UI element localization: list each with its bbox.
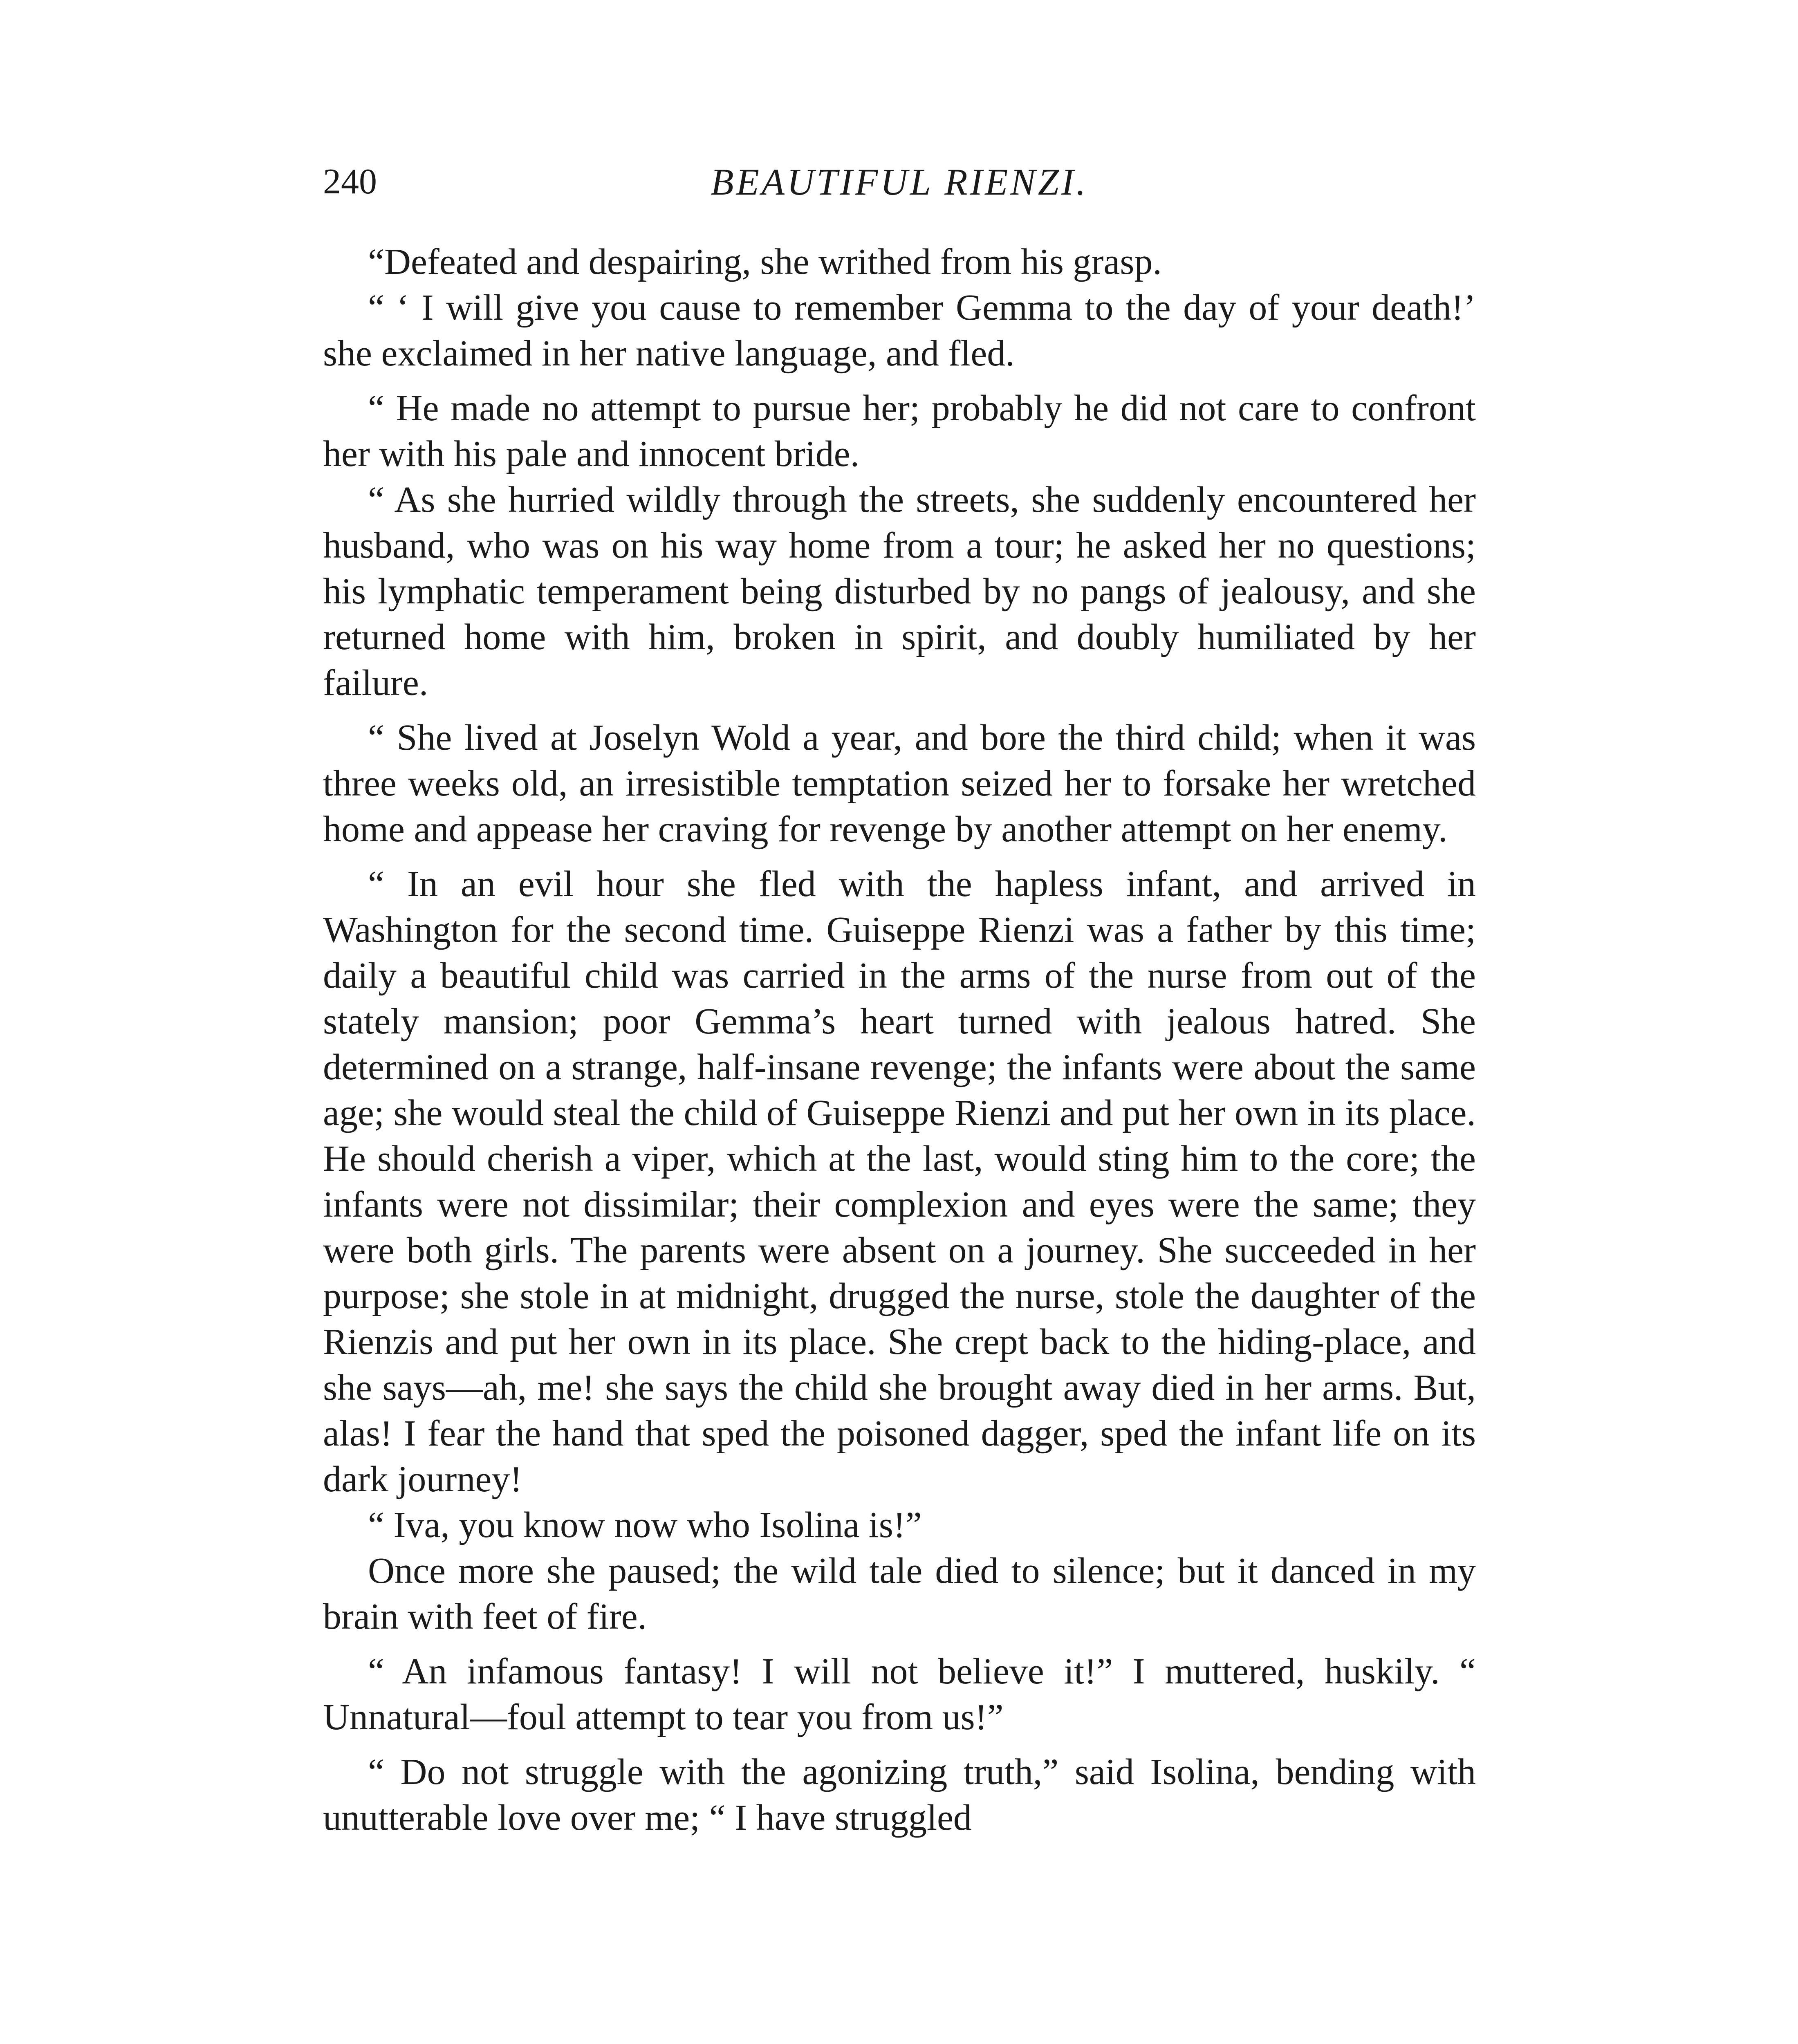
paragraph: “ He made no attempt to pursue her; probably he did not care to confront her with his pale and innocent bride. — [323, 388, 1476, 474]
running-head — [323, 155, 1476, 213]
body-text — [323, 239, 1476, 1841]
paragraph: “ Iva, you know now who Isolina is!” — [368, 1505, 922, 1545]
running-title: BEAUTIFUL RIENZI. — [711, 161, 1088, 203]
paragraph: Once more she paused; the wild tale died to silence; but it danced in my brain with feet of fire. — [323, 1551, 1476, 1637]
paragraph: “ She lived at Joselyn Wold a year, and bore the third child; when it was three weeks old, an irresistible temptation seized her to forsake her wretched home and appease her craving for revenge by another attempt on her enemy. — [323, 717, 1476, 849]
paragraph: “Defeated and despairing, she writhed from his grasp. — [368, 242, 1162, 282]
paragraph: “ Do not struggle with the agonizing truth,” said Isolina, bending with unutterable love over me; “ I have struggled — [323, 1752, 1476, 1838]
paragraph: “ ‘ I will give you cause to remember Gemma to the day of your death!’ she exclaimed in her native language, and fled. — [323, 287, 1476, 374]
page-number: 240 — [323, 162, 377, 202]
paragraph: “ As she hurried wildly through the streets, she suddenly encountered her husband, who was on his way home from a tour; he asked her no questions; his lymphatic temperament being disturbed by no pangs of jealousy, and she returned home with him, broken in spirit, and doubly humiliated by her failure. — [323, 480, 1476, 703]
paragraph: “ An infamous fantasy! I will not believe it!” I muttered, huskily. “ Unnatural—foul attempt to tear you from us!” — [323, 1651, 1476, 1737]
paragraph: “ In an evil hour she fled with the hapless infant, and arrived in Washington for the second time. Guiseppe Rienzi was a father by this time; daily a beautiful child was carried in the arms of the nurse from out of the stately mansion; poor Gemma’s heart turned with jealous hatred. She determined on a strange, half-insane revenge; the infants were about the same age; she would steal the child of Guiseppe Rienzi and put her own in its place. He should cherish a viper, which at the last, would sting him to the core; the infants were not dissimilar; their complexion and eyes were the same; they were both girls. The parents were absent on a journey. She succeeded in her purpose; she stole in at midnight, drugged the nurse, stole the daughter of the Rienzis and put her own in its place. She crept back to the hiding-place, and she says—ah, me! she says the child she brought away died in her arms. But, alas! I fear the hand that sped the poisoned dagger, sped the infant life on its dark journey! — [323, 864, 1476, 1499]
